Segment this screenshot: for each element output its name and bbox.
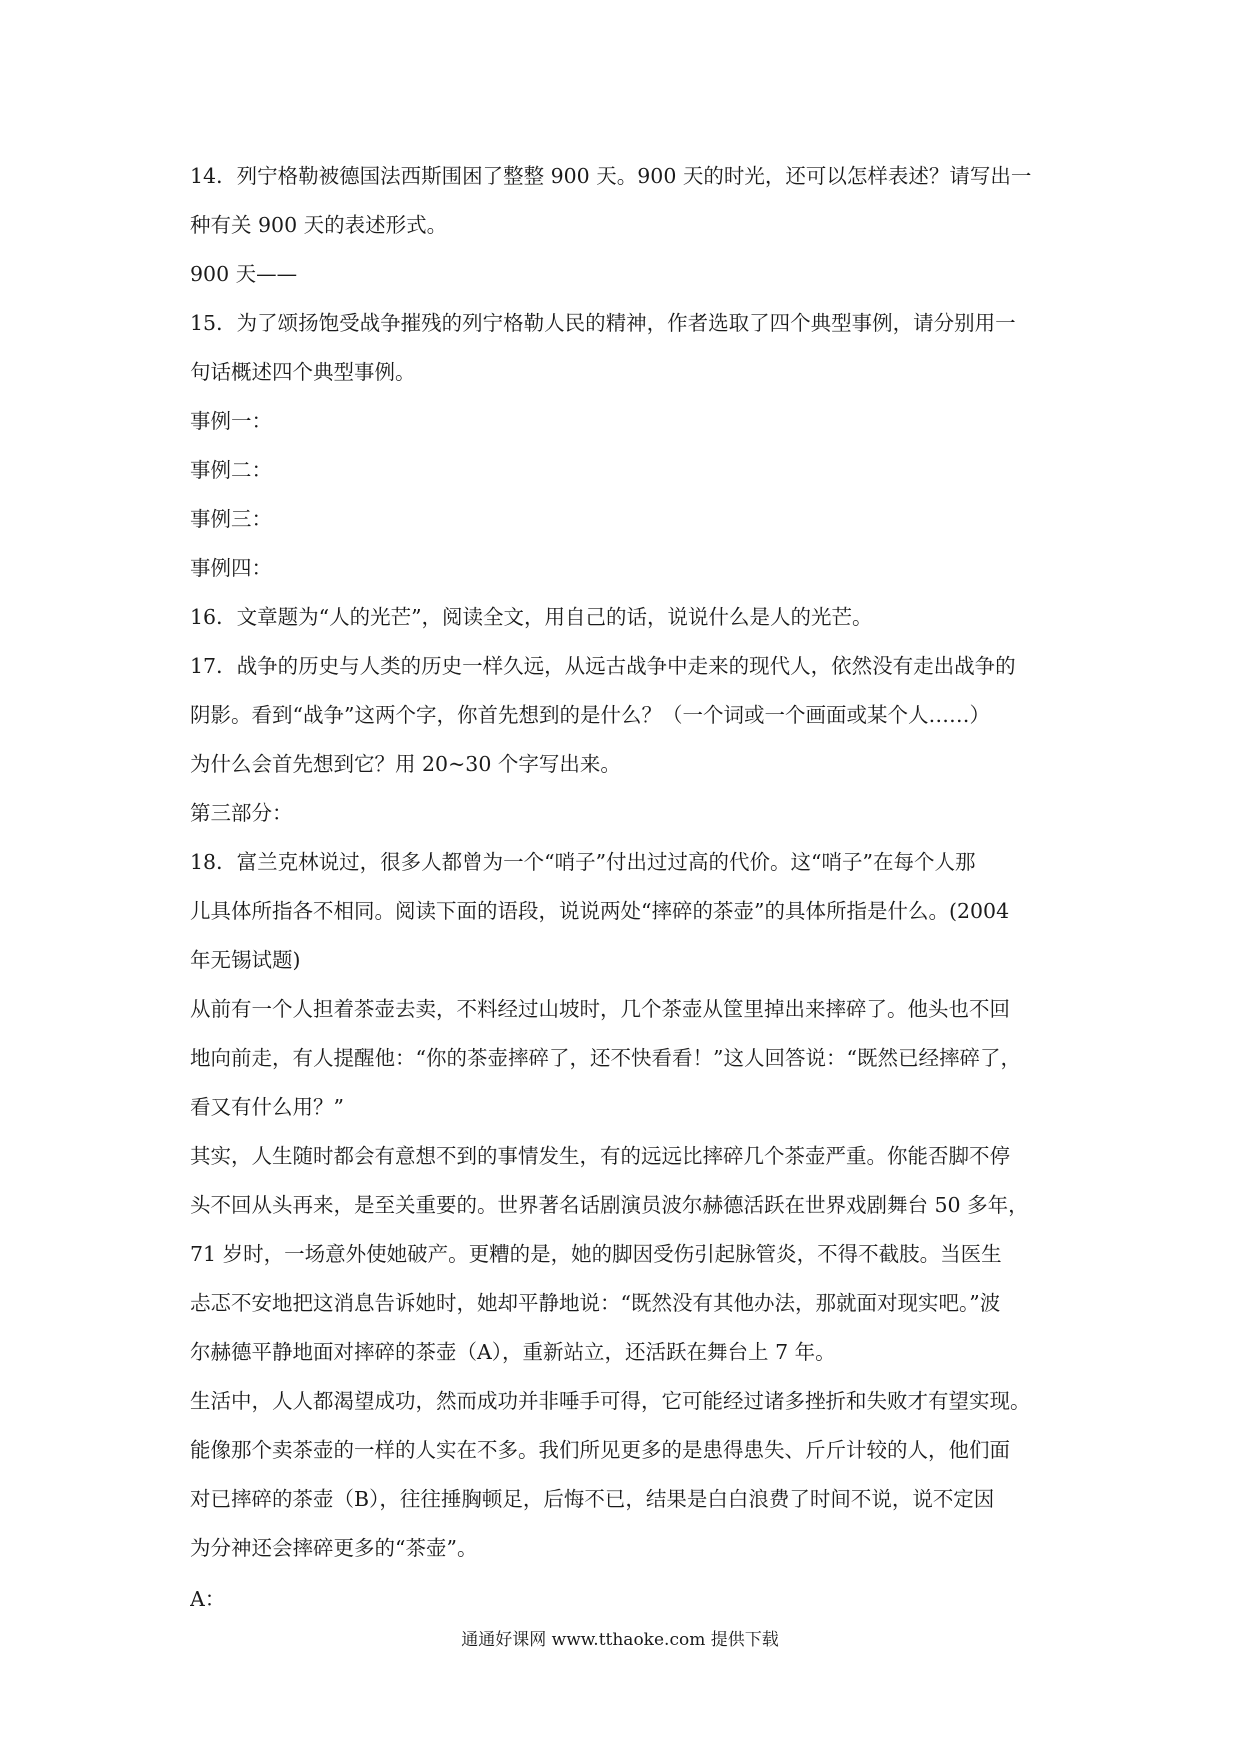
text-line: 900 天—— bbox=[190, 262, 298, 286]
text-line: 事例二： bbox=[190, 458, 272, 482]
text-line: 事例四： bbox=[190, 556, 272, 580]
text-line: 年无锡试题) bbox=[190, 948, 301, 972]
text-line: A： bbox=[190, 1587, 226, 1611]
text-line: 第三部分： bbox=[190, 801, 293, 825]
text-line: 忐忑不安地把这消息告诉她时，她却平静地说：“既然没有其他办法，那就面对现实吧。”波 bbox=[190, 1291, 1001, 1315]
text-line: 从前有一个人担着茶壶去卖，不料经过山坡时，几个茶壶从筐里掉出来摔碎了。他头也不回 bbox=[190, 997, 1010, 1021]
text-line: 事例一： bbox=[190, 409, 272, 433]
page-footer: 通通好课网 www.tthaoke.com 提供下载 bbox=[461, 1630, 779, 1650]
text-line: 为什么会首先想到它？用 20~30 个字写出来。 bbox=[190, 752, 621, 776]
text-line: 尔赫德平静地面对摔碎的茶壶（A），重新站立，还活跃在舞台上 7 年。 bbox=[190, 1340, 836, 1364]
text-line: 17．战争的历史与人类的历史一样久远，从远古战争中走来的现代人，依然没有走出战争的 bbox=[190, 654, 1016, 678]
text-line: 句话概述四个典型事例。 bbox=[190, 360, 416, 384]
text-line: 头不回从头再来，是至关重要的。世界著名话剧演员波尔赫德活跃在世界戏剧舞台 50 多年， bbox=[190, 1193, 1029, 1217]
text-line: 地向前走，有人提醒他：“你的茶壶摔碎了，还不快看看！”这人回答说：“既然已经摔碎了， bbox=[190, 1046, 1021, 1070]
text-line: 71 岁时，一场意外使她破产。更糟的是，她的脚因受伤引起脉管炎，不得不截肢。当医生 bbox=[190, 1242, 1002, 1266]
text-line: 15．为了颂扬饱受战争摧残的列宁格勒人民的精神，作者选取了四个典型事例，请分别用一 bbox=[190, 311, 1016, 335]
text-line: 看又有什么用？” bbox=[190, 1095, 344, 1119]
text-line: 16．文章题为“人的光芒”，阅读全文，用自己的话，说说什么是人的光芒。 bbox=[190, 605, 873, 629]
text-line: 18．富兰克林说过，很多人都曾为一个“哨子”付出过过高的代价。这“哨子”在每个人那 bbox=[190, 850, 976, 874]
text-line: 能像那个卖茶壶的一样的人实在不多。我们所见更多的是患得患失、斤斤计较的人，他们面 bbox=[190, 1438, 1010, 1462]
text-line: 对已摔碎的茶壶（B），往往捶胸顿足，后悔不已，结果是白白浪费了时间不说，说不定因 bbox=[190, 1487, 995, 1511]
text-line: 生活中，人人都渴望成功，然而成功并非唾手可得，它可能经过诸多挫折和失败才有望实现。 bbox=[190, 1389, 1031, 1413]
text-line: 事例三： bbox=[190, 507, 272, 531]
text-line: 14．列宁格勒被德国法西斯围困了整整 900 天。900 天的时光，还可以怎样表述？请写出一 bbox=[190, 164, 1032, 188]
text-line: 儿具体所指各不相同。阅读下面的语段，说说两处“摔碎的茶壶”的具体所指是什么。(2004 bbox=[190, 899, 1010, 923]
text-line: 阴影。看到“战争”这两个字，你首先想到的是什么？（一个词或一个画面或某个人……） bbox=[190, 703, 990, 727]
text-line: 为分神还会摔碎更多的“茶壶”。 bbox=[190, 1536, 478, 1560]
text-line: 种有关 900 天的表述形式。 bbox=[190, 213, 448, 237]
text-line: 其实，人生随时都会有意想不到的事情发生，有的远远比摔碎几个茶壶严重。你能否脚不停 bbox=[190, 1144, 1010, 1168]
